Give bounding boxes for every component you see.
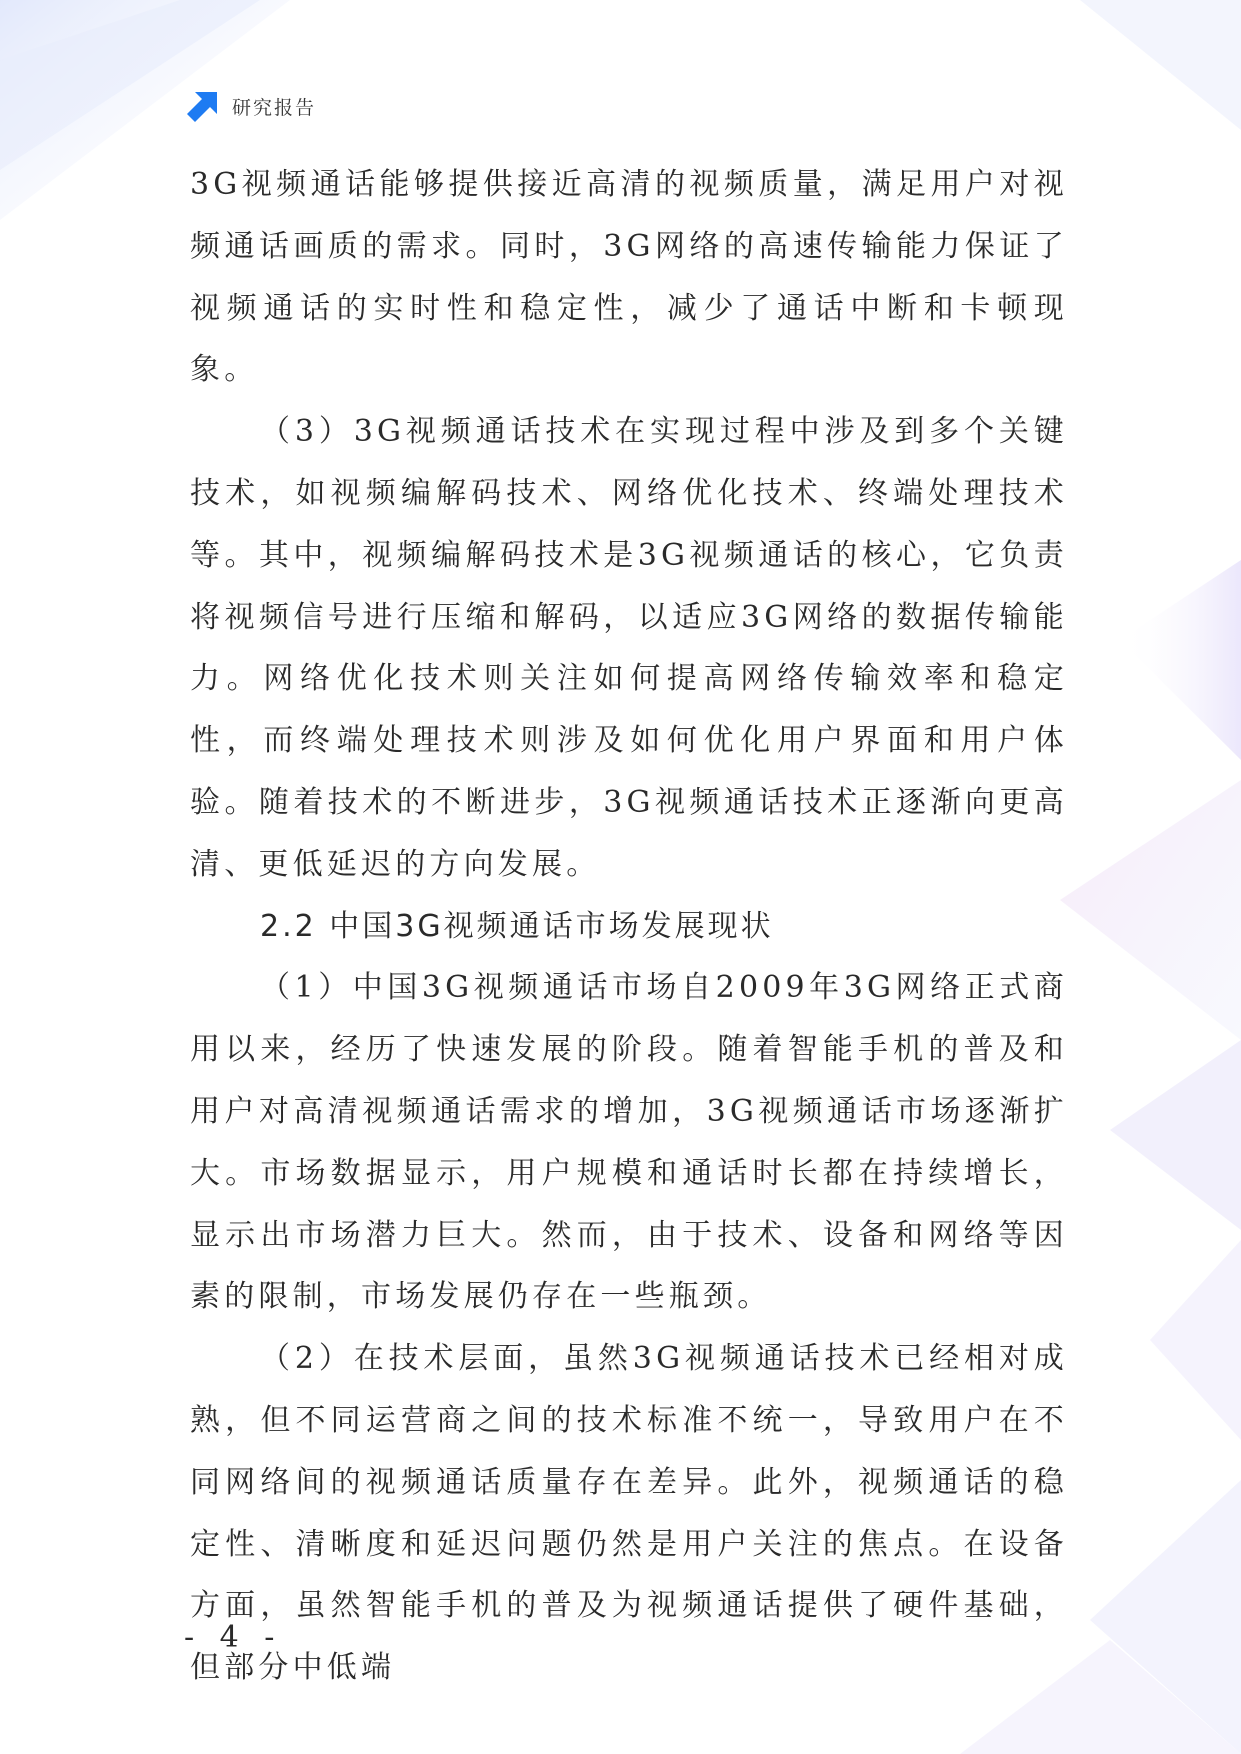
paragraph: （2）在技术层面，虽然3G视频通话技术已经相对成熟，但不同运营商之间的技术标准不统一，导致用户在不同网络间的视频通话质量存在差异。此外，视频通话的稳定性、清晰度和延迟问题仍然是用户关注的焦点。在设备方面，虽然智能手机的普及为视频通话提供了硬件基础，但部分中低端	[190, 1341, 1068, 1686]
page-number: - 4 -	[184, 1620, 283, 1655]
paragraph: 3G视频通话能够提供接近高清的视频质量，满足用户对视频通话画质的需求。同时，3G网络的高速传输能力保证了视频通话的实时性和稳定性，减少了通话中断和卡顿现象。	[190, 167, 1068, 388]
paragraph: （3）3G视频通话技术在实现过程中涉及到多个关键技术，如视频编解码技术、网络优化技术、终端处理技术等。其中，视频编解码技术是3G视频通话的核心，它负责将视频信号进行压缩和解码，以适应3G网络的数据传输能力。网络优化技术则关注如何提高网络传输效率和稳定性，而终端处理技术则涉及如何优化用户界面和用户体验。随着技术的不断进步，3G视频通话技术正逐渐向更高清、更低延迟的方向发展。	[190, 414, 1068, 882]
report-header	[186, 88, 316, 124]
section-heading: 2.2 中国3G视频通话市场发展现状	[260, 908, 774, 944]
document-body	[190, 154, 1068, 1699]
arrow-up-right-icon	[186, 89, 220, 123]
paragraph: （1）中国3G视频通话市场自2009年3G网络正式商用以来，经历了快速发展的阶段。随着智能手机的普及和用户对高清视频通话需求的增加，3G视频通话市场逐渐扩大。市场数据显示，用户规模和通话时长都在持续增长，显示出市场潜力巨大。然而，由于技术、设备和网络等因素的限制，市场发展仍存在一些瓶颈。	[190, 970, 1068, 1315]
header-title: 研究报告	[232, 96, 317, 119]
